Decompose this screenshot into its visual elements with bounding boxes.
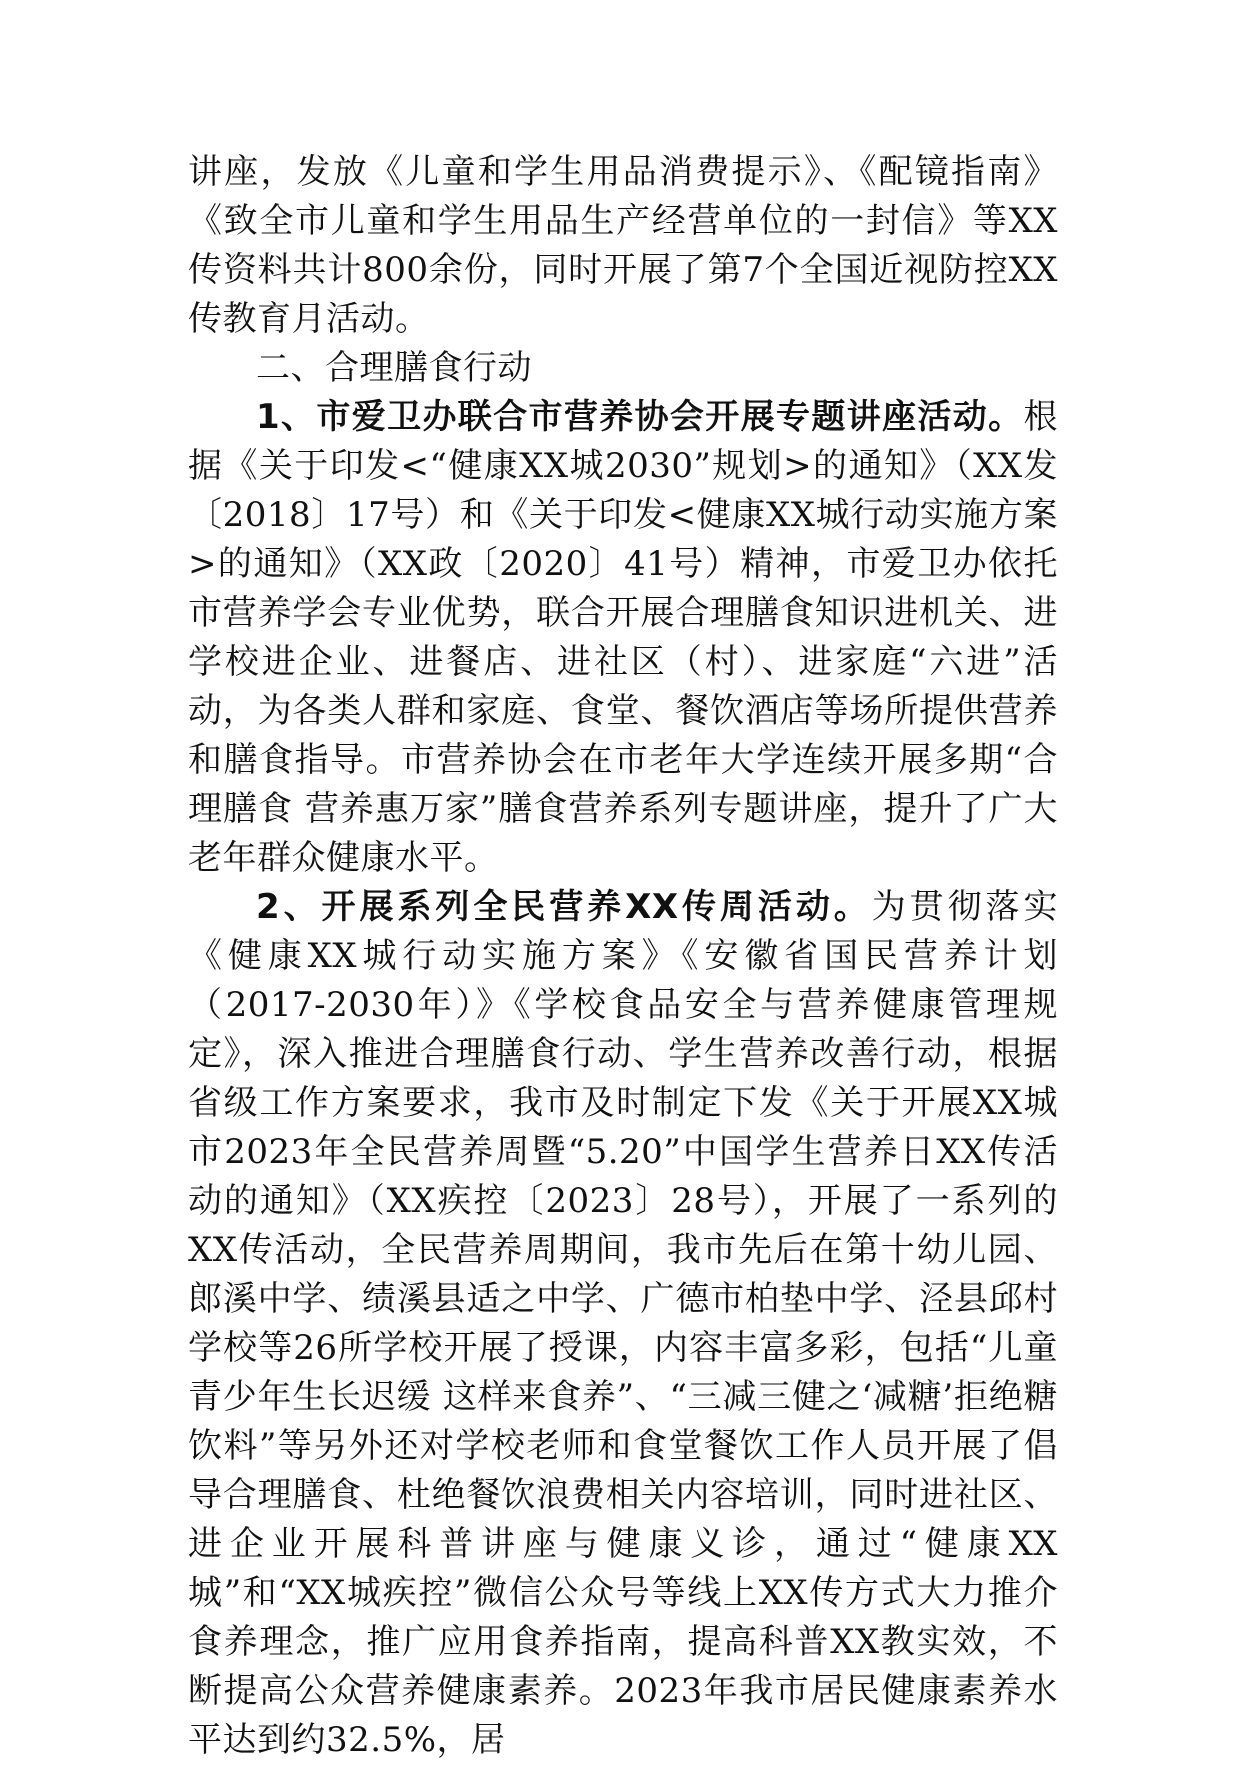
item-2-title: 2、开展系列全民营养XX传周活动。	[256, 887, 872, 927]
item-2-paragraph	[188, 883, 1058, 1765]
paragraph-continued	[188, 148, 1058, 344]
item-1-paragraph	[188, 393, 1058, 883]
section-heading-text: 二、合理膳食行动	[256, 348, 532, 388]
item-2-body: 为贯彻落实《健康XX城行动实施方案》《安徽省国民营养计划（2017-2030年）》《学校食品安全与营养健康管理规定》，深入推进合理膳食行动、学生营养改善行动，根据省级工作方案要求，我市及时制定下发《关于开展XX城市2023年全民营养周暨“5.20”中国学生营养日XX传活动的通知》（XX疾控〔2023〕28号），开展了一系列的XX传活动，全民营养周期间，我市先后在第十幼儿园、郎溪中学、绩溪县适之中学、广德市柏垫中学、泾县邱村学校等26所学校开展了授课，内容丰富多彩，包括“儿童青少年生长迟缓 这样来食养”、“三减三健之‘减糖’拒绝糖饮料”等另外还对学校老师和食堂餐饮工作人员开展了倡导合理膳食、杜绝餐饮浪费相关内容培训，同时进社区、进企业开展科普讲座与健康义诊，通过“健康XX城”和“XX城疾控”微信公众号等线上XX传方式大力推介食养理念，推广应用食养指南，提高科普XX教实效，不断提高公众营养健康素养。2023年我市居民健康素养水平达到约32.5%，居	[188, 887, 1058, 1760]
item-1-title: 1、市爱卫办联合市营养协会开展专题讲座活动。	[256, 397, 1024, 437]
paragraph-text: 讲座，发放《儿童和学生用品消费提示》、《配镜指南》《致全市儿童和学生用品生产经营单位的一封信》等XX传资料共计800余份，同时开展了第7个全国近视防控XX传教育月活动。	[188, 152, 1058, 339]
item-1-body: 根据《关于印发<“健康XX城2030”规划>的通知》（XX发〔2018〕17号）和《关于印发<健康XX城行动实施方案>的通知》（XX政〔2020〕41号）精神，市爱卫办依托市营养学会专业优势，联合开展合理膳食知识进机关、进学校进企业、进餐店、进社区（村）、进家庭“六进”活动，为各类人群和家庭、食堂、餐饮酒店等场所提供营养和膳食指导。市营养协会在市老年大学连续开展多期“合理膳食 营养惠万家”膳食营养系列专题讲座，提升了广大老年群众健康水平。	[188, 397, 1058, 878]
section-heading	[188, 344, 1058, 393]
document-body	[188, 148, 1058, 1765]
